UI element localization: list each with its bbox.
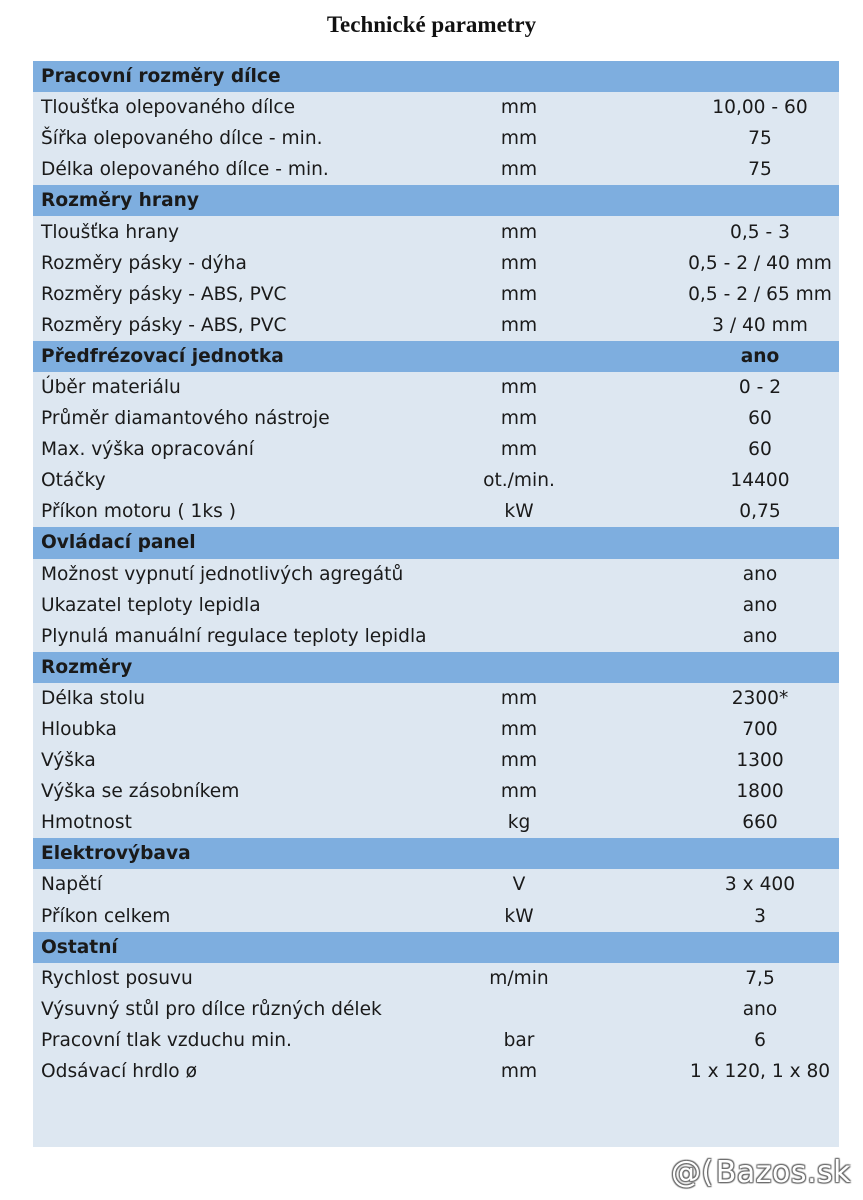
row-unit: mm: [500, 750, 538, 772]
section-header: [33, 341, 839, 372]
bazos-watermark: [671, 1155, 851, 1190]
section-header: [33, 652, 839, 683]
table-row: [33, 216, 839, 247]
row-label: Napětí: [41, 874, 103, 896]
table-row: [33, 465, 839, 496]
section-title: Elektrovýbava: [41, 843, 191, 865]
table-row: [33, 994, 839, 1025]
row-unit: mm: [500, 439, 538, 461]
row-value: 3: [754, 905, 766, 927]
row-label: Příkon celkem: [41, 905, 171, 927]
row-label: Rozměry pásky - dýha: [41, 252, 247, 274]
parameters-table: [33, 61, 839, 1147]
table-row: [33, 776, 839, 807]
table-row: [33, 154, 839, 185]
row-label: Šířka olepovaného dílce - min.: [41, 128, 323, 150]
row-value: 60: [748, 408, 772, 430]
row-value: 75: [748, 128, 772, 150]
section-title: Rozměry hrany: [41, 190, 199, 212]
row-label: Ukazatel teploty lepidla: [41, 594, 261, 616]
table-row: [33, 92, 839, 123]
row-label: Délka stolu: [41, 687, 145, 709]
row-unit: V: [512, 874, 526, 896]
table-row: [33, 807, 839, 838]
row-unit: mm: [500, 719, 538, 741]
row-value: 700: [742, 719, 778, 741]
row-value: ano: [742, 594, 778, 616]
row-label: Rozměry pásky - ABS, PVC: [41, 314, 287, 336]
table-row: [33, 434, 839, 465]
row-value: 0,5 - 2 / 65 mm: [688, 283, 832, 305]
table-row: [33, 372, 839, 403]
row-value: 3 x 400: [724, 874, 796, 896]
row-label: Výsuvný stůl pro dílce různých délek: [41, 998, 382, 1020]
row-value: 10,00 - 60: [712, 97, 808, 119]
row-unit: mm: [500, 159, 538, 181]
table-row: [33, 279, 839, 310]
row-unit: mm: [500, 252, 538, 274]
row-value: 6: [754, 1029, 766, 1051]
row-unit: mm: [500, 781, 538, 803]
table-row: [33, 310, 839, 341]
row-label: Příkon motoru ( 1ks ): [41, 501, 236, 523]
row-value: 2300*: [731, 687, 789, 709]
row-unit: bar: [503, 1029, 535, 1051]
row-value: ano: [742, 625, 778, 647]
row-value: 75: [748, 159, 772, 181]
table-row: [33, 745, 839, 776]
row-unit: mm: [500, 283, 538, 305]
row-label: Výška se zásobníkem: [41, 781, 240, 803]
row-label: Hloubka: [41, 719, 117, 741]
row-unit: mm: [500, 408, 538, 430]
row-unit: kg: [507, 812, 531, 834]
row-label: Úběr materiálu: [41, 376, 181, 398]
section-title: Předfrézovací jednotka: [41, 345, 284, 367]
row-value: ano: [740, 345, 780, 367]
row-label: Tloušťka olepovaného dílce: [41, 97, 296, 119]
row-value: ano: [742, 563, 778, 585]
section-title: Ostatní: [41, 936, 118, 958]
table-row: [33, 123, 839, 154]
section-header: [33, 185, 839, 216]
row-unit: ot./min.: [483, 470, 555, 492]
table-row: [33, 1056, 839, 1087]
row-unit: mm: [500, 687, 538, 709]
row-label: Rychlost posuvu: [41, 967, 193, 989]
row-value: 1300: [736, 750, 784, 772]
row-label: Možnost vypnutí jednotlivých agregátů: [41, 563, 404, 585]
row-unit: mm: [500, 221, 538, 243]
row-label: Délka olepovaného dílce - min.: [41, 159, 329, 181]
section-header: [33, 932, 839, 963]
table-row: [33, 683, 839, 714]
table-row: [33, 869, 839, 900]
row-label: Hmotnost: [41, 812, 132, 834]
row-value: 60: [748, 439, 772, 461]
row-value: 14400: [730, 470, 790, 492]
row-unit: mm: [500, 97, 538, 119]
row-label: Max. výška opracování: [41, 439, 254, 461]
row-value: 660: [742, 812, 778, 834]
row-label: Pracovní tlak vzduchu min.: [41, 1029, 292, 1051]
row-label: Tloušťka hrany: [41, 221, 180, 243]
row-label: Odsávací hrdlo ø: [41, 1061, 197, 1083]
row-label: Otáčky: [41, 470, 106, 492]
row-label: Plynulá manuální regulace teploty lepidla: [41, 625, 427, 647]
row-value: ano: [742, 998, 778, 1020]
row-unit: mm: [500, 128, 538, 150]
row-unit: mm: [500, 1061, 538, 1083]
row-unit: mm: [500, 314, 538, 336]
table-row: [33, 248, 839, 279]
row-unit: kW: [504, 501, 534, 523]
row-unit: mm: [500, 376, 538, 398]
row-value: 3 / 40 mm: [712, 314, 808, 336]
row-value: 1800: [736, 781, 784, 803]
table-row: [33, 901, 839, 932]
table-row: [33, 590, 839, 621]
row-value: 1 x 120, 1 x 80: [689, 1061, 831, 1083]
row-label: Výška: [41, 750, 96, 772]
page-title: Technické parametry: [326, 12, 537, 37]
table-row: [33, 403, 839, 434]
row-label: Rozměry pásky - ABS, PVC: [41, 283, 287, 305]
row-value: 0,5 - 3: [730, 221, 790, 243]
row-value: 0,5 - 2 / 40 mm: [688, 252, 832, 274]
table-row: [33, 496, 839, 527]
section-header: [33, 527, 839, 558]
row-unit: m/min: [489, 967, 549, 989]
section-title: Rozměry: [41, 656, 133, 678]
watermark-logo-icon: @(: [671, 1155, 714, 1190]
watermark-text: Bazos.sk: [715, 1155, 851, 1190]
table-row: [33, 621, 839, 652]
section-title: Pracovní rozměry dílce: [41, 66, 281, 88]
table-row: [33, 714, 839, 745]
table-row: [33, 1025, 839, 1056]
section-header: [33, 61, 839, 92]
row-value: 7,5: [745, 967, 775, 989]
table-row: [33, 559, 839, 590]
section-title: Ovládací panel: [41, 532, 196, 554]
row-value: 0,75: [739, 501, 781, 523]
row-label: Průměr diamantového nástroje: [41, 408, 330, 430]
row-value: 0 - 2: [738, 376, 782, 398]
row-unit: kW: [504, 905, 534, 927]
table-row: [33, 963, 839, 994]
section-header: [33, 838, 839, 869]
